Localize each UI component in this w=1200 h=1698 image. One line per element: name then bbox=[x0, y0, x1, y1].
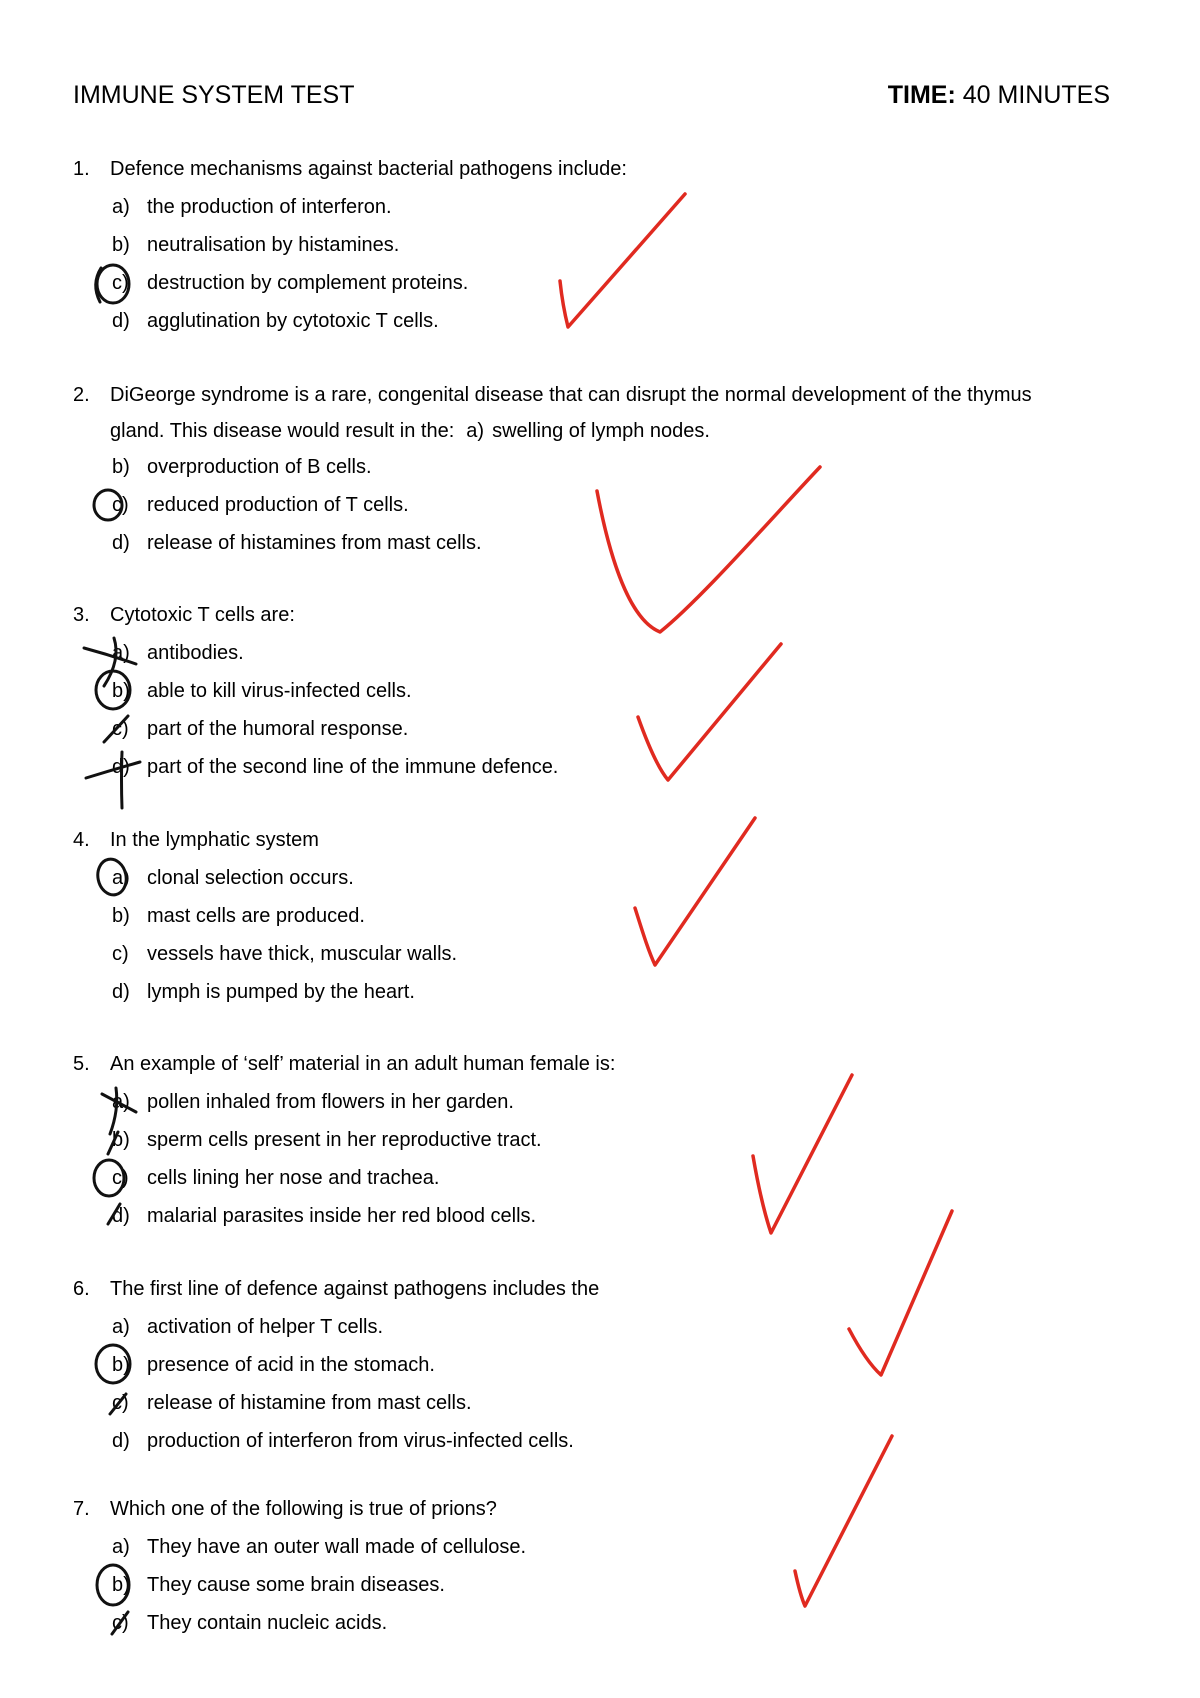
option-text: vessels have thick, muscular walls. bbox=[147, 943, 458, 965]
question-number: 2. bbox=[73, 384, 90, 406]
question-1 bbox=[73, 150, 1173, 340]
option-letter: d) bbox=[112, 532, 130, 554]
option-letter: a) bbox=[112, 642, 130, 664]
question-7 bbox=[73, 1490, 1173, 1642]
option-text: part of the second line of the immune defence. bbox=[147, 756, 559, 778]
question-stem: DiGeorge syndrome is a rare, congenital disease that can disrupt the normal development of the thymus bbox=[110, 384, 1032, 406]
option-letter: a) bbox=[112, 1091, 130, 1113]
option-text: agglutination by cytotoxic T cells. bbox=[147, 310, 439, 332]
option-text: destruction by complement proteins. bbox=[147, 272, 469, 294]
question-5 bbox=[73, 1045, 1173, 1235]
option-b bbox=[73, 672, 1173, 710]
option-text: swelling of lymph nodes. bbox=[492, 420, 710, 442]
option-text: presence of acid in the stomach. bbox=[147, 1354, 435, 1376]
question-number: 4. bbox=[73, 829, 90, 851]
question-stem: Which one of the following is true of prions? bbox=[110, 1498, 497, 1520]
option-text: cells lining her nose and trachea. bbox=[147, 1167, 440, 1189]
option-letter: a) bbox=[112, 867, 130, 889]
time-limit bbox=[888, 80, 1110, 110]
option-text: able to kill virus-infected cells. bbox=[147, 680, 412, 702]
option-text: clonal selection occurs. bbox=[147, 867, 354, 889]
option-letter: c) bbox=[112, 1612, 129, 1634]
option-a bbox=[73, 1528, 1173, 1566]
option-text: release of histamine from mast cells. bbox=[147, 1392, 472, 1414]
option-b bbox=[73, 1346, 1173, 1384]
option-text: release of histamines from mast cells. bbox=[147, 532, 482, 554]
option-d bbox=[73, 973, 1173, 1011]
option-letter: a) bbox=[112, 1316, 130, 1338]
option-letter: c) bbox=[112, 718, 129, 740]
question-number: 3. bbox=[73, 604, 90, 626]
option-text: malarial parasites inside her red blood cells. bbox=[147, 1205, 537, 1227]
option-text: pollen inhaled from flowers in her garden. bbox=[147, 1091, 514, 1113]
question-4 bbox=[73, 821, 1173, 1011]
question-stem: In the lymphatic system bbox=[110, 829, 319, 851]
option-letter: c) bbox=[112, 1392, 129, 1414]
option-text: reduced production of T cells. bbox=[147, 494, 409, 516]
option-text: sperm cells present in her reproductive tract. bbox=[147, 1129, 542, 1151]
question-number: 7. bbox=[73, 1498, 90, 1520]
option-letter: b) bbox=[112, 680, 130, 702]
question-stem: Cytotoxic T cells are: bbox=[110, 604, 295, 626]
option-d bbox=[73, 1197, 1173, 1235]
option-letter: a) bbox=[112, 1536, 130, 1558]
option-letter: d) bbox=[112, 310, 130, 332]
option-letter: c) bbox=[112, 272, 129, 294]
option-a bbox=[73, 1083, 1173, 1121]
option-text: They contain nucleic acids. bbox=[147, 1612, 388, 1634]
time-label: TIME: bbox=[887, 81, 956, 109]
option-c bbox=[73, 710, 1173, 748]
option-letter: b) bbox=[112, 456, 130, 478]
question-3 bbox=[73, 596, 1173, 786]
option-letter: b) bbox=[112, 905, 130, 927]
option-d bbox=[73, 748, 1173, 786]
option-c bbox=[73, 1159, 1173, 1197]
option-text: part of the humoral response. bbox=[147, 718, 409, 740]
option-letter: a) bbox=[112, 196, 130, 218]
question-number: 1. bbox=[73, 158, 90, 180]
option-a bbox=[73, 414, 1173, 448]
question-stem: The first line of defence against pathogens includes the bbox=[110, 1278, 600, 1300]
option-text: They have an outer wall made of cellulose. bbox=[147, 1536, 527, 1558]
option-b bbox=[73, 226, 1173, 264]
option-text: activation of helper T cells. bbox=[147, 1316, 384, 1338]
question-2 bbox=[73, 376, 1173, 562]
option-text: lymph is pumped by the heart. bbox=[147, 981, 415, 1003]
option-c bbox=[73, 486, 1173, 524]
option-letter: b) bbox=[112, 234, 130, 256]
time-value: 40 MINUTES bbox=[962, 81, 1110, 109]
option-c bbox=[73, 1604, 1173, 1642]
option-d bbox=[73, 302, 1173, 340]
option-letter: d) bbox=[112, 1430, 130, 1452]
option-b bbox=[73, 1566, 1173, 1604]
option-text: They cause some brain diseases. bbox=[147, 1574, 445, 1596]
option-letter: d) bbox=[112, 981, 130, 1003]
option-b bbox=[73, 448, 1173, 486]
question-stem: Defence mechanisms against bacterial pathogens include: bbox=[110, 158, 627, 180]
option-letter: b) bbox=[112, 1354, 130, 1376]
option-letter: b) bbox=[112, 1574, 130, 1596]
option-letter: b) bbox=[112, 1129, 130, 1151]
question-stem-continued: gland. This disease would result in the: bbox=[110, 420, 455, 442]
option-c bbox=[73, 264, 1173, 302]
option-b bbox=[73, 1121, 1173, 1159]
option-letter: a) bbox=[466, 420, 485, 442]
option-d bbox=[73, 524, 1173, 562]
option-a bbox=[73, 188, 1173, 226]
option-letter: d) bbox=[112, 756, 130, 778]
option-b bbox=[73, 897, 1173, 935]
option-a bbox=[73, 1308, 1173, 1346]
option-a bbox=[73, 859, 1173, 897]
question-number: 6. bbox=[73, 1278, 90, 1300]
option-letter: c) bbox=[112, 1167, 129, 1189]
question-number: 5. bbox=[73, 1053, 90, 1075]
question-6 bbox=[73, 1270, 1173, 1460]
option-a bbox=[73, 634, 1173, 672]
question-stem: An example of ‘self’ material in an adult human female is: bbox=[110, 1053, 616, 1075]
test-title: IMMUNE SYSTEM TEST bbox=[73, 81, 355, 109]
option-text: production of interferon from virus-infected cells. bbox=[147, 1430, 574, 1452]
option-letter: d) bbox=[112, 1205, 130, 1227]
option-text: antibodies. bbox=[147, 642, 244, 664]
option-d bbox=[73, 1422, 1173, 1460]
option-letter: c) bbox=[112, 943, 129, 965]
option-text: neutralisation by histamines. bbox=[147, 234, 400, 256]
option-c bbox=[73, 1384, 1173, 1422]
option-c bbox=[73, 935, 1173, 973]
option-text: mast cells are produced. bbox=[147, 905, 365, 927]
option-text: the production of interferon. bbox=[147, 196, 392, 218]
option-letter: c) bbox=[112, 494, 129, 516]
option-text: overproduction of B cells. bbox=[147, 456, 372, 478]
